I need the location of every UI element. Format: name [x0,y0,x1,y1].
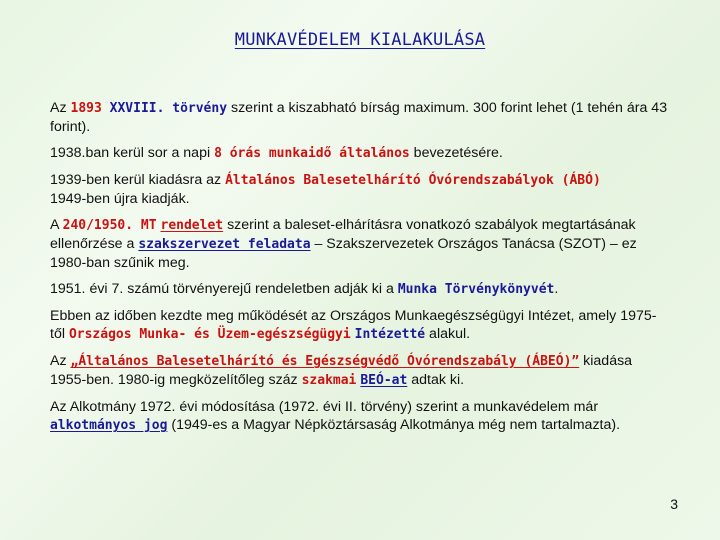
text: Az [50,100,71,116]
highlight-abeo: „Általános Balesetelhárító és Egészségvédő Óvórendszabály (ÁBEÓ)” [70,354,580,369]
highlight-abo: Általános Balesetelhárító Óvórendszabályok (ÁBÓ) [225,173,601,188]
highlight-decree: rendelet [160,218,224,233]
highlight-labour-code: Munka Törvénykönyvét [397,282,555,297]
highlight-law: XXVIII. törvény [101,101,228,116]
text: Az [50,353,71,369]
text: szerint a kiszabható bírság maximum. 300 forint lehet (1 tehén ára 43 forint). [50,100,668,135]
highlight-professional: szakmai [301,373,357,388]
text: 1949-ben újra kiadják. [50,191,190,207]
paragraph-1893-law [50,99,670,136]
paragraph-1951 [50,280,670,299]
text: alakul. [425,326,471,342]
text: bevezetésére. [409,145,503,161]
document-body [50,99,670,443]
text: Az Alkotmány 1972. évi módosítása (1972. évi II. törvény) szerint a munkavédelem már [50,399,599,415]
highlight-decree-number: 240/1950. MT [62,218,157,233]
paragraph-1939 [50,171,670,208]
paragraph-1950-decree [50,216,670,272]
text: (1949-es a Magyar Népköztársaság Alkotmánya még nem tartalmazta). [167,417,621,433]
paragraph-1938 [50,144,670,163]
text: 1951. évi 7. számú törvényerejű rendeletben adják ki a [50,281,398,297]
highlight-year: 1893 [70,101,102,116]
highlight-constitutional-right: alkotmányos jog [50,418,168,433]
text: 1938.ban kerül sor a napi [50,145,215,161]
text: Ebben az időben kezdte meg működését az Országos Munkaegészségügyi Intézet, amely 1975-től [50,308,657,342]
paragraph-abeo [50,352,670,390]
highlight-beo: BEÓ-at [360,373,408,388]
text: – Szakszervezetek Országos Tanácsa (SZOT) – ez 1980-ban szűnik meg. [50,236,637,271]
page-title: MUNKAVÉDELEM KIALAKULÁSA [234,30,486,50]
text: kiadása 1955-ben. 1980-ig megközelítőleg száz [50,353,633,388]
highlight-working-hours: 8 órás munkaidő általános [214,146,410,161]
text: adtak ki. [407,372,465,388]
highlight-union-task: szakszervezet feladata [138,237,311,252]
text: . [554,281,559,297]
highlight-institute-name: Országos Munka- és Üzem-egészségügyi [68,327,351,342]
highlight-institute: Intézetté [354,327,426,342]
text: A [50,217,63,233]
text: szerint a baleset-elhárításra vonatkozó szabályok megtartásának ellenőrzése a [50,217,636,252]
paragraph-institute [50,307,670,344]
page-number: 3 [670,496,678,512]
paragraph-constitution [50,398,670,435]
text: 1939-ben kerül kiadásra az [50,172,226,188]
